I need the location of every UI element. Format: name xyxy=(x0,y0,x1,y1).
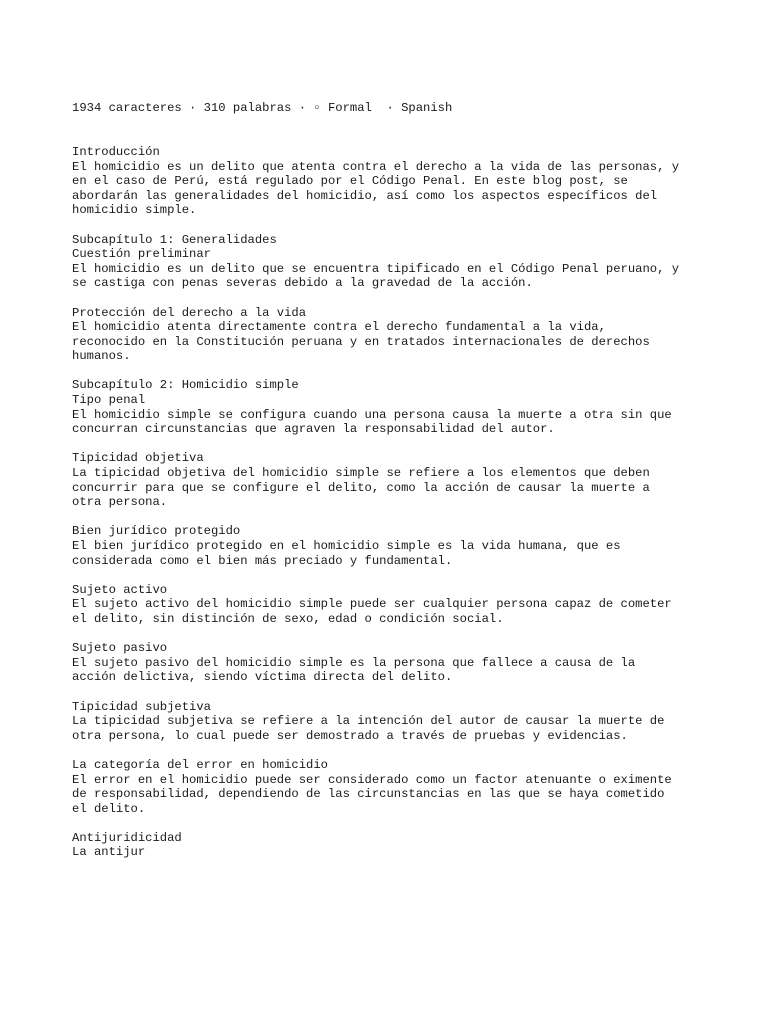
section-text-line: de responsabilidad, dependiendo de las circunstancias en las que se haya cometido xyxy=(72,787,665,802)
section-text-line: El sujeto activo del homicidio simple puede ser cualquier persona capaz de cometer xyxy=(72,597,672,612)
document-section xyxy=(72,306,702,364)
section-text-line: otra persona, lo cual puede ser demostrado a través de pruebas y evidencias. xyxy=(72,728,628,743)
paragraph-gap xyxy=(72,218,702,233)
document-section xyxy=(72,451,702,509)
document-section xyxy=(72,641,702,685)
section-heading: Subcapítulo 1: Generalidades xyxy=(72,232,277,247)
section-text-line: acción delictiva, siendo víctima directa del delito. xyxy=(72,670,453,685)
section-text-line: considerada como el bien más preciado y fundamental. xyxy=(72,553,453,568)
section-heading: Protección del derecho a la vida xyxy=(72,305,307,320)
section-text-line: El bien jurídico protegido en el homicidio simple es la vida humana, que es xyxy=(72,539,621,553)
section-text-line: humanos. xyxy=(72,349,131,364)
section-text-line: homicidio simple. xyxy=(72,203,197,218)
section-text-line: en el caso de Perú, está regulado por el Código Penal. En este blog post, se xyxy=(72,174,628,189)
paragraph-gap xyxy=(72,437,702,452)
section-text-line: reconocido en la Constitución peruana y en tratados internacionales de derechos xyxy=(72,334,650,349)
section-heading: Sujeto activo xyxy=(72,582,168,597)
document-section xyxy=(72,831,702,860)
paragraph-gap xyxy=(72,510,702,525)
section-text-line: La tipicidad objetiva del homicidio simple se refiere a los elementos que deben xyxy=(72,466,650,481)
section-text-line: el delito. xyxy=(72,801,146,816)
section-text-line: El homicidio es un delito que atenta contra el derecho a la vida de las personas, y xyxy=(72,159,680,174)
section-text-line: El sujeto pasivo del homicidio simple es la persona que fallece a causa de la xyxy=(72,655,636,670)
paragraph-gap xyxy=(72,291,702,306)
document-section xyxy=(72,583,702,627)
section-text-line: abordarán las generalidades del homicidio, así como los aspectos específicos del xyxy=(72,188,658,203)
document-sections xyxy=(72,145,702,860)
section-text-line: el delito, sin distinción de sexo, edad o condición social. xyxy=(72,611,504,626)
section-text-line: El homicidio es un delito que se encuentra tipificado en el Código Penal peruano, y xyxy=(72,261,680,276)
section-text-line: La tipicidad subjetiva se refiere a la intención del autor de causar la muerte de xyxy=(72,714,665,729)
section-heading: Tipicidad subjetiva xyxy=(72,699,211,714)
paragraph-gap xyxy=(72,743,702,758)
document-section xyxy=(72,524,702,568)
section-heading: Bien jurídico protegido xyxy=(72,524,241,539)
section-text-line: El error en el homicidio puede ser considerado como un factor atenuante o eximente xyxy=(72,772,672,787)
document-meta-line: 1934 caracteres · 310 palabras · ▫ Formal · Spanish xyxy=(72,101,453,116)
document-section xyxy=(72,378,702,436)
document-body xyxy=(72,72,702,875)
section-text-line: Tipo penal xyxy=(72,393,146,408)
document-section xyxy=(72,700,702,744)
section-text-line: El homicidio atenta directamente contra el derecho fundamental a la vida, xyxy=(72,320,606,335)
section-heading: Antijuridicidad xyxy=(72,830,182,845)
section-heading: Introducción xyxy=(72,144,160,159)
paragraph-gap xyxy=(72,685,702,700)
section-heading: Tipicidad objetiva xyxy=(72,451,204,466)
section-heading: Subcapítulo 2: Homicidio simple xyxy=(72,378,299,393)
section-text-line: concurrir para que se configure el delito, como la acción de causar la muerte a xyxy=(72,480,650,495)
document-section xyxy=(72,233,702,291)
section-text-line: se castiga con penas severas debido a la gravedad de la acción. xyxy=(72,276,533,291)
section-text-line: otra persona. xyxy=(72,495,168,510)
paragraph-gap xyxy=(72,364,702,379)
document-section xyxy=(72,758,702,816)
paragraph-gap xyxy=(72,816,702,831)
section-heading: Sujeto pasivo xyxy=(72,641,168,656)
paragraph-gap xyxy=(72,568,702,583)
section-text-line: Cuestión preliminar xyxy=(72,247,211,262)
section-text-line: El homicidio simple se configura cuando una persona causa la muerte a otra sin que xyxy=(72,407,672,422)
section-text-line: concurran circunstancias que agraven la responsabilidad del autor. xyxy=(72,422,555,437)
paragraph-gap xyxy=(72,627,702,642)
section-text-line: La antijur xyxy=(72,845,146,860)
document-section xyxy=(72,145,702,218)
section-heading: La categoría del error en homicidio xyxy=(72,757,328,772)
